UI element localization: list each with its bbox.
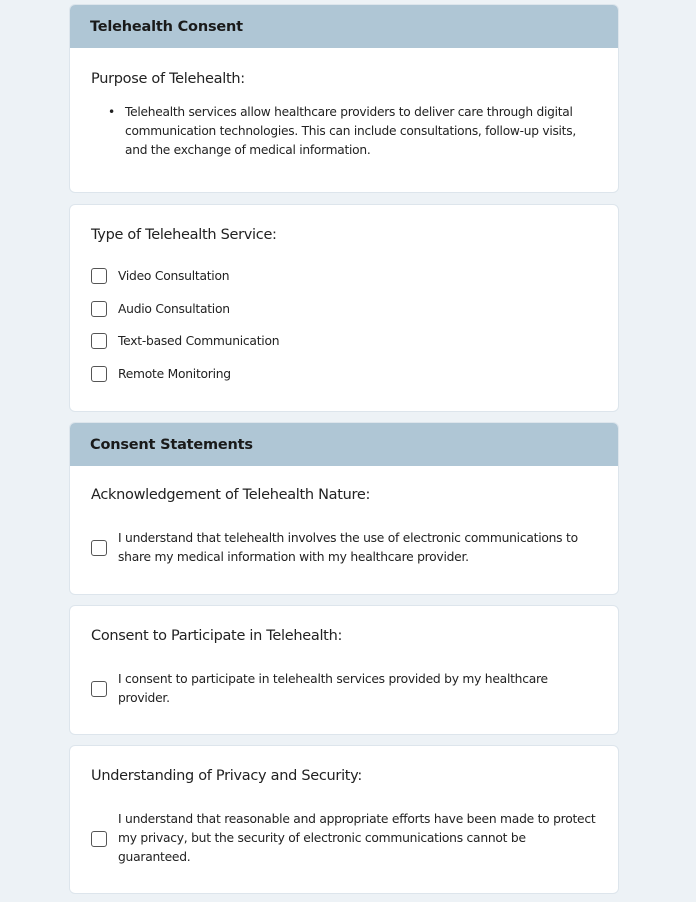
privacy-security-card — [69, 745, 619, 894]
checkbox-acknowledgement[interactable] — [91, 540, 107, 556]
bullet-dot-icon: • — [108, 105, 115, 119]
option-remote-monitoring[interactable] — [91, 366, 231, 382]
purpose-title: Purpose of Telehealth: — [91, 71, 245, 87]
telehealth-consent-card — [69, 4, 619, 193]
checkbox-text-based-communication[interactable] — [91, 333, 107, 349]
purpose-bullet-list — [108, 103, 598, 160]
acknowledgement-text: I understand that telehealth involves the use of electronic communications to share my medical information with my healthcare provider. — [118, 531, 578, 564]
privacy-security-statement[interactable] — [91, 810, 601, 867]
privacy-security-title: Understanding of Privacy and Security: — [91, 768, 362, 784]
option-audio-consultation[interactable] — [91, 301, 230, 317]
consent-participate-text: I consent to participate in telehealth services provided by my healthcare provider. — [118, 672, 548, 705]
checkbox-video-consultation[interactable] — [91, 268, 107, 284]
consent-participate-statement[interactable] — [91, 670, 601, 708]
option-label: Audio Consultation — [118, 302, 230, 316]
option-text-based-communication[interactable] — [91, 333, 279, 349]
consent-statements-header: Consent Statements — [70, 423, 618, 466]
acknowledgement-title: Acknowledgement of Telehealth Nature: — [91, 487, 371, 503]
service-type-card — [69, 204, 619, 412]
purpose-bullet-text: Telehealth services allow healthcare providers to deliver care through digital communication technologies. This can include consultations, follow-up visits, and the exchange of medical information. — [125, 105, 576, 157]
option-label: Remote Monitoring — [118, 367, 231, 381]
checkbox-remote-monitoring[interactable] — [91, 366, 107, 382]
checkbox-audio-consultation[interactable] — [91, 301, 107, 317]
option-label: Video Consultation — [118, 269, 230, 283]
privacy-security-text: I understand that reasonable and appropriate efforts have been made to protect my privacy, but the security of electronic communications cannot be guaranteed. — [118, 812, 596, 864]
consent-participate-title: Consent to Participate in Telehealth: — [91, 628, 343, 644]
consent-participate-card — [69, 605, 619, 735]
consent-statements-card — [69, 422, 619, 595]
service-type-title: Type of Telehealth Service: — [91, 227, 277, 243]
acknowledgement-statement[interactable] — [91, 529, 601, 567]
telehealth-consent-header: Telehealth Consent — [70, 5, 618, 48]
option-video-consultation[interactable] — [91, 268, 229, 284]
checkbox-privacy-security[interactable] — [91, 831, 107, 847]
option-label: Text-based Communication — [118, 334, 280, 348]
checkbox-consent-participate[interactable] — [91, 681, 107, 697]
